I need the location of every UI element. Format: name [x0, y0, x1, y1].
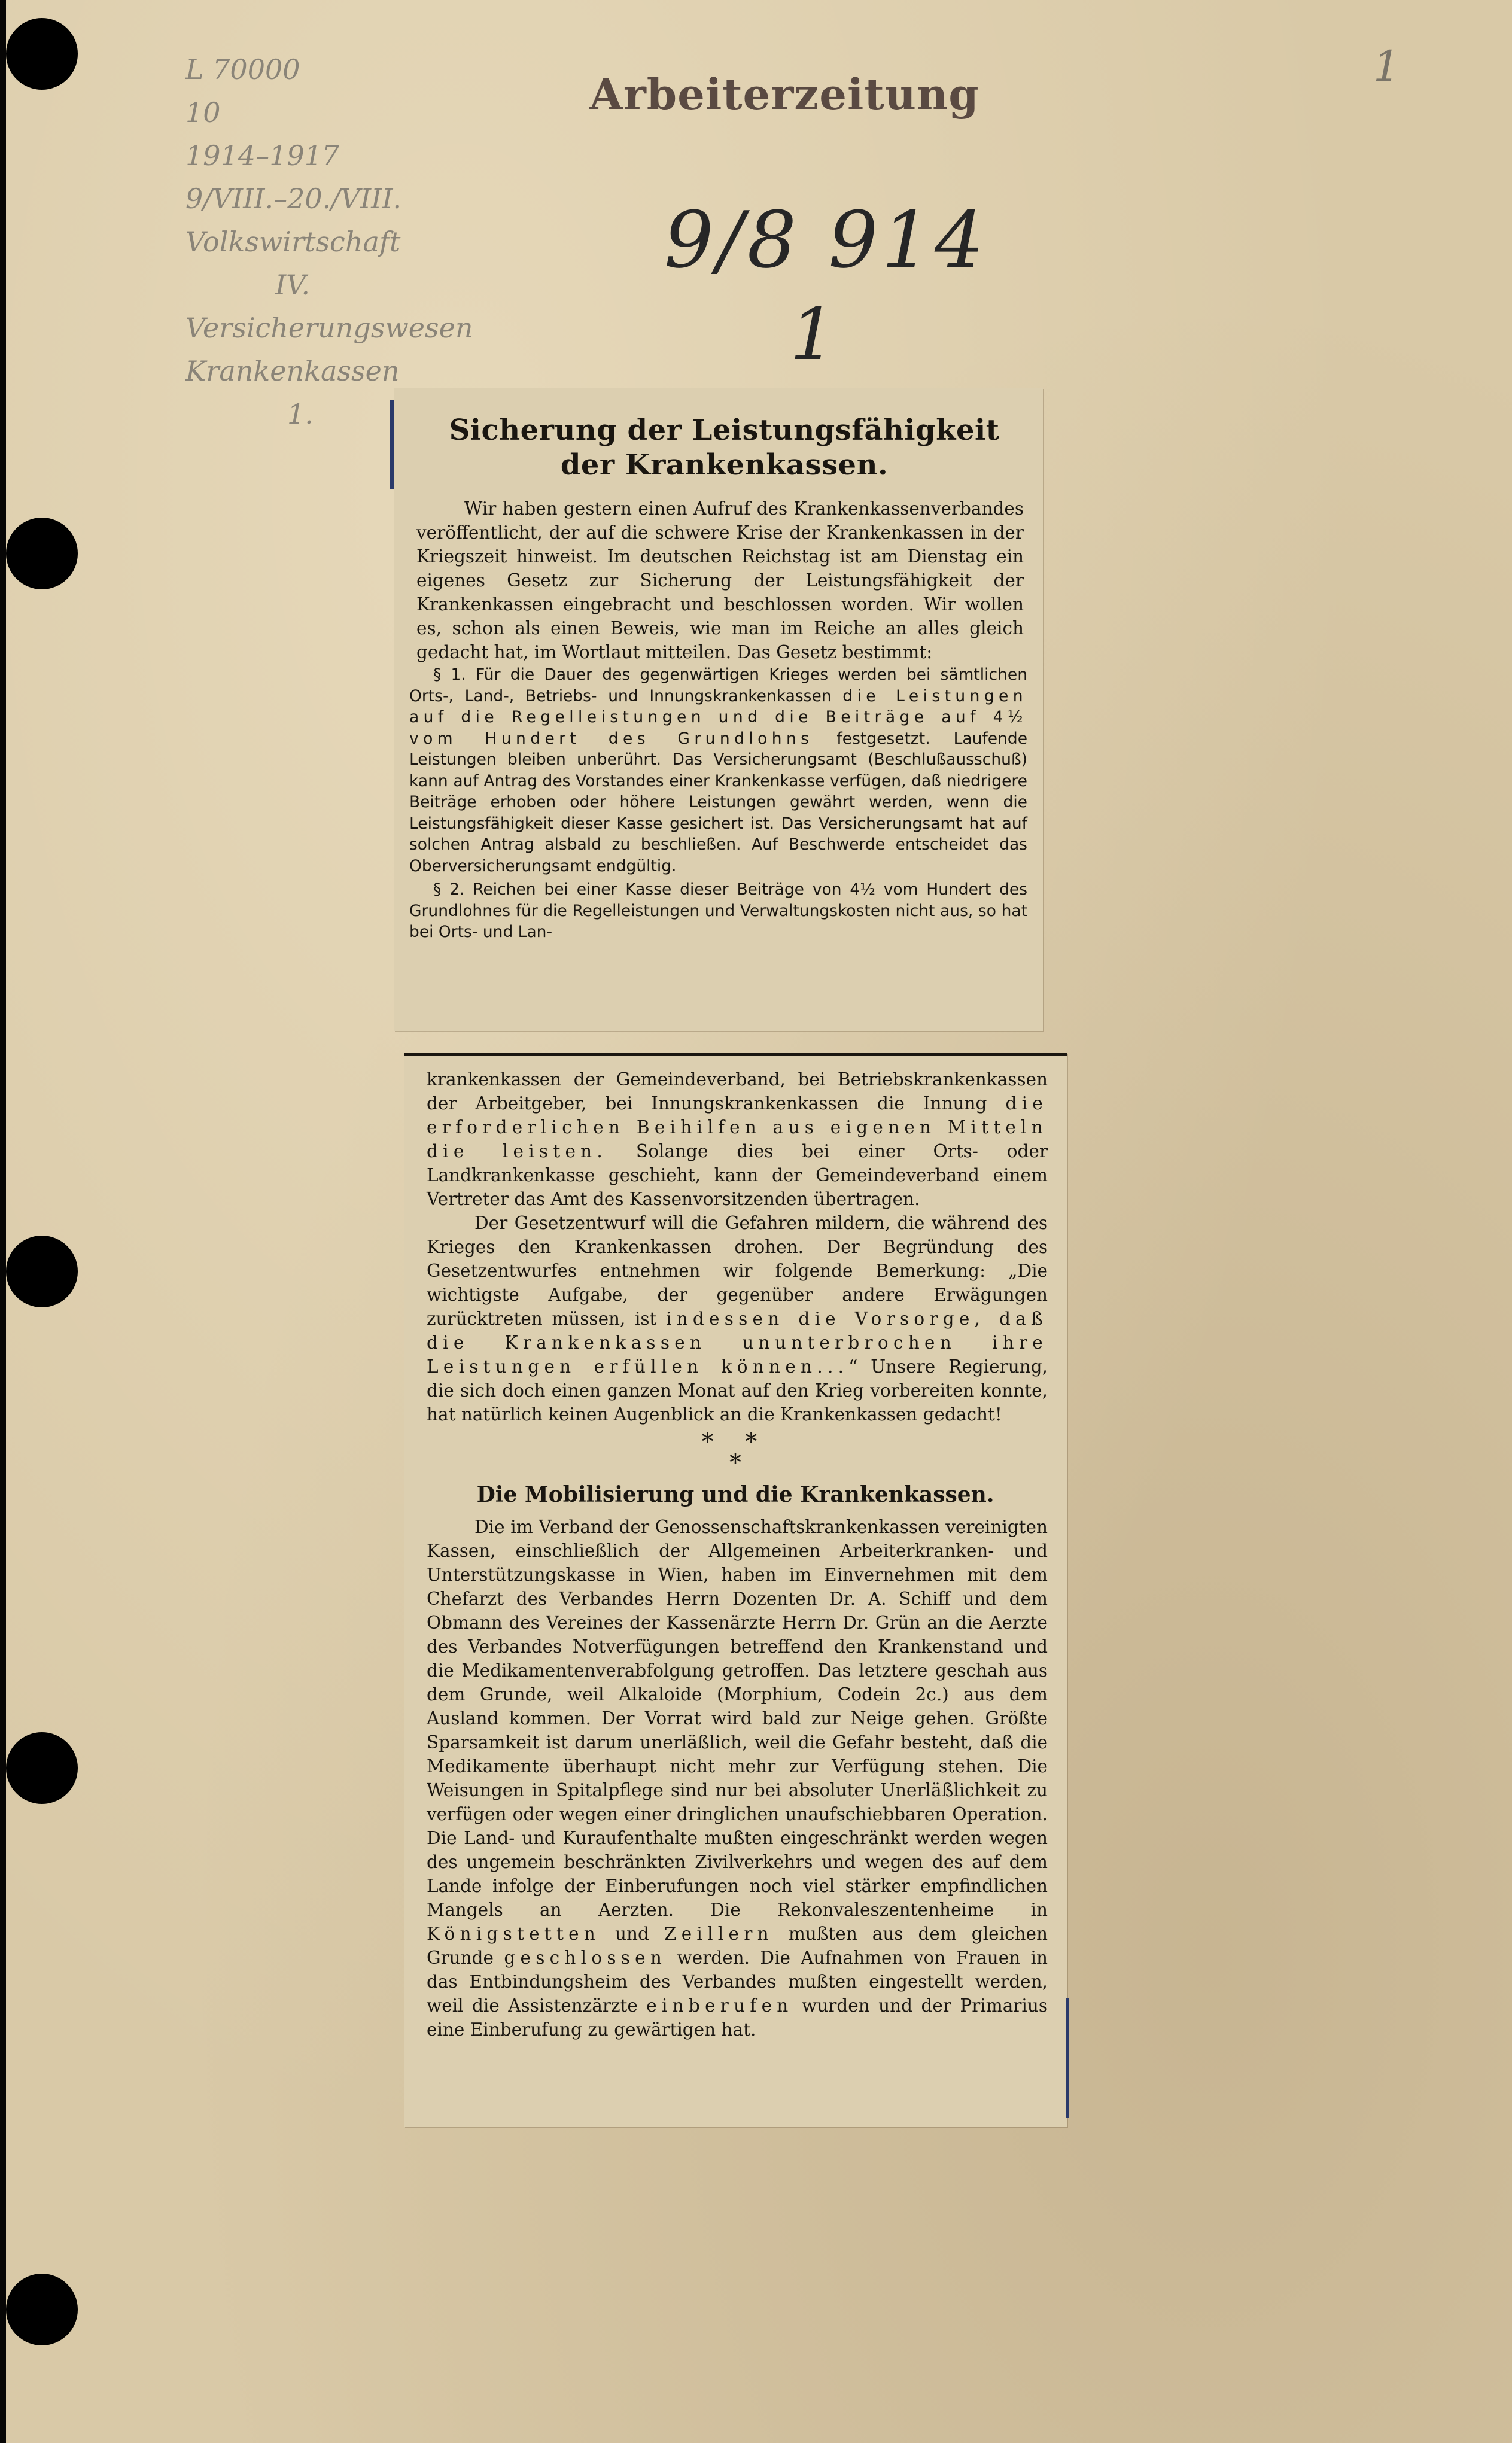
emphasized-word: geschlossen: [504, 1948, 667, 1968]
continuation-text-spaced: die erforderlichen Beihilfen aus eigenen Mitteln die leisten.: [427, 1093, 1048, 1161]
side-note-line: Volkswirtschaft: [185, 226, 401, 258]
commentary-paragraph: [427, 1211, 1048, 1426]
side-note-line: 9/VIII.–20./VIII.: [185, 182, 402, 215]
commentary-text-spaced: indessen die Vorsorge, daß die Krankenkassen ununterbrochen ihre Leistungen erfüllen können...: [427, 1309, 1048, 1377]
blue-pencil-mark: [1066, 1998, 1069, 2118]
punch-hole: [6, 518, 78, 589]
side-note-line: 1.: [287, 398, 314, 430]
section-separator-center: *: [729, 1449, 741, 1477]
body-text: und: [600, 1924, 664, 1944]
punch-hole: [6, 2274, 78, 2345]
place-name: Zeillern: [664, 1924, 774, 1944]
body-text: werden. Die Aufnahmen von Frauen in das Entbindungsheim des Verbandes mußten eingestellt werden, weil die Assistenzärzte: [427, 1948, 1048, 2016]
section-separator: * *: [701, 1428, 769, 1456]
punch-hole: [6, 1732, 78, 1804]
law-paragraph-2: § 2. Reichen bei einer Kasse dieser Beiträge von 4½ vom Hundert des Grundlohnes für die Regelleistungen und Verwaltungskosten nicht aus, so hat bei Orts- und Lan-: [409, 880, 1027, 941]
punch-hole: [6, 1236, 78, 1307]
archive-side-notes: [185, 48, 473, 436]
newspaper-clipping-1: [394, 388, 1043, 1031]
emphasized-word: einberufen: [646, 1995, 793, 2016]
newspaper-clipping-2: [404, 1053, 1067, 2127]
body-text: Die im Verband der Genossenschaftskrankenkassen vereinigten Kassen, einschließlich der Allgemeinen Arbeiterkranken- und Unterstützungskasse in Wien, haben im Einvernehmen mit dem Chefarzt des Verbandes Herrn Dozenten Dr. A. Schiff und dem Obmann des Vereines der Kassenärzte Herrn Dr. Grün an die Aerzte des Verbandes Notverfügungen betreffend den Krankenstand und die Medikamentenverabfolgung getroffen. Das letztere geschah aus dem Grunde, weil Alkaloide (Morphium, Codein 2c.) aus dem Ausland kommen. Der Vorrat wird bald zur Neige gehen. Größte Sparsamkeit ist darum unerläßlich, weil die Gefahr besteht, daß die Medikamente überhaupt nicht mehr zur Verfügung stehen. Die Weisungen in Spitalpflege sind nur bei absoluter Unerläßlichkeit zu verfügen oder wegen einer dringlichen unaufschiebbaren Operation. Die Land- und Kuraufenthalte mußten eingeschränkt werden wegen des ungemein beschränkten Zivilverkehrs und wegen des auf dem Lande infolge der Einberufungen noch viel stärker empfindlichen Mangels an Aerzten. Die Rekonvaleszentenheime in: [427, 1517, 1048, 1920]
article-headline: Sicherung der Leistungsfähigkeit der Krankenkassen.: [449, 413, 1000, 482]
law-text: § 1. Für die Dauer des gegenwärtigen Krieges werden bei sämtlichen Orts-, Land-, Betriebs- und Innungskrankenkassen: [409, 665, 1027, 705]
article-headline: Die Mobilisierung und die Krankenkassen.: [476, 1482, 994, 1507]
side-note-line: L 70000: [185, 53, 300, 86]
body-text: wurden und der Primarius eine Einberufung zu gewärtigen hat.: [427, 1995, 1048, 2040]
corner-mark: 1: [1373, 42, 1400, 91]
continuation-paragraph: [427, 1067, 1048, 1211]
article-intro: Wir haben gestern einen Aufruf des Krankenkassenverbandes veröffentlicht, der auf die schwere Krise der Krankenkassen in der Kriegszeit hinweist. Im deutschen Reichstag ist am Dienstag ein eigenes Gesetz zur Sicherung der Leistungsfähigkeit der Krankenkassen eingebracht und beschlossen worden. Wir wollen es, schon als einen Beweis, wie man im Reiche an alles gleich gedacht hat, im Wortlaut mitteilen. Das Gesetz bestimmt:: [416, 498, 1024, 662]
blue-pencil-mark: [390, 400, 394, 489]
handwritten-date: 9/8 914: [664, 194, 988, 285]
side-note-line: 1914–1917: [185, 139, 340, 172]
place-name: Königstetten: [427, 1924, 601, 1944]
side-note-line: 10: [185, 96, 221, 129]
archive-sheet: [6, 0, 1512, 2443]
article-body: [427, 1515, 1048, 2042]
continuation-text: krankenkassen der Gemeindeverband, bei Betriebskrankenkassen der Arbeitgeber, bei Innungskrankenkassen die Innung: [427, 1069, 1048, 1114]
law-text: festgesetzt. Laufende Leistungen bleiben unberührt. Das Versicherungsamt (Beschlußausschuß) kann auf Antrag des Vorstandes einer Krankenkasse verfügen, daß niedrigere Beiträge erhoben oder höhere Leistungen gewährt werden, wenn die Leistungsfähigkeit dieser Kasse gesichert ist. Das Versicherungsamt hat auf solchen Antrag alsbald zu beschließen. Auf Beschwerde entscheidet das Oberversicherungsamt endgültig.: [409, 729, 1027, 875]
side-note-line: Versicherungswesen: [185, 312, 473, 344]
commentary-text: Der Gesetzentwurf will die Gefahren mildern, die während des Krieges den Krankenkassen drohen. Der Begründung des Gesetzentwurfes entnehmen wir folgende Bemerkung: „Die wichtigste Aufgabe, der gegenüber andere Erwägungen zurücktreten müssen, ist: [427, 1213, 1048, 1329]
law-text-spaced: die Leistungen auf die Regelleistungen und die Beiträge auf 4½ vom Hundert des Grundlohns: [409, 686, 1027, 748]
newspaper-stamp: Arbeiterzeitung: [589, 69, 979, 120]
law-paragraph-1: [409, 664, 1027, 877]
handwritten-number: 1: [790, 293, 836, 376]
clipping-top-rule: [404, 1053, 1067, 1056]
side-note-line: Krankenkassen: [185, 355, 400, 387]
continuation-text: Solange dies bei einer Orts- oder Landkrankenkasse geschieht, kann der Gemeindeverband einem Vertreter das Amt des Kassenvorsitzenden übertragen.: [427, 1141, 1048, 1209]
punch-hole: [6, 18, 78, 90]
commentary-text: “ Unsere Regierung, die sich doch einen ganzen Monat auf den Krieg vorbereiten konnte, hat natürlich keinen Augenblick an die Krankenkassen gedacht!: [427, 1356, 1048, 1425]
side-note-line: IV.: [275, 269, 310, 301]
body-text: mußten aus dem gleichen Grunde: [427, 1924, 1048, 1968]
